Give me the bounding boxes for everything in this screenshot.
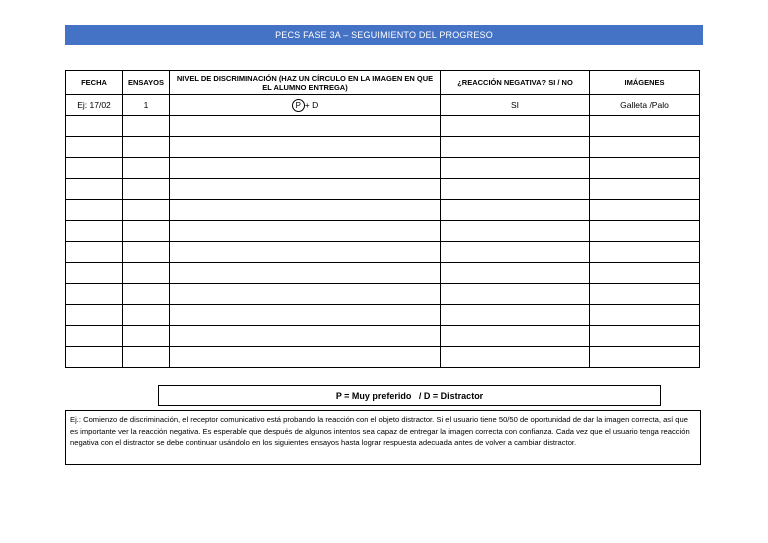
note-text: Ej.: Comienzo de discriminación, el receptor comunicativo está probando la reacción con el objeto distractor. Si el usuario tiene 50/50 de oportunidad de dar la imagen correcta, así que es importante ver la reacción negativa. Es esperable que después de algunos intentos sea capaz de entregar la imagen correcta con confianza. Cada vez que el usuario tenga reacción negativa con el distractor se debe continuar usándolo en los siguientes ensayos hasta lograr respuesta adecuada antes de volver a cambiar distractor.	[70, 415, 690, 448]
example-reaccion-cell: SI	[441, 95, 590, 116]
table-row	[66, 305, 700, 326]
reaccion-cell[interactable]	[441, 158, 590, 179]
fecha-cell[interactable]	[66, 326, 123, 347]
fecha-cell[interactable]	[66, 179, 123, 200]
table-row	[66, 284, 700, 305]
fecha-cell[interactable]	[66, 200, 123, 221]
reaccion-cell[interactable]	[441, 221, 590, 242]
ensayos-cell[interactable]	[123, 137, 170, 158]
reaccion-cell[interactable]	[441, 116, 590, 137]
example-fecha-cell: Ej: 17/02	[66, 95, 123, 116]
reaccion-cell[interactable]	[441, 284, 590, 305]
ensayos-cell[interactable]	[123, 284, 170, 305]
table-row	[66, 242, 700, 263]
imagenes-cell[interactable]	[590, 137, 700, 158]
column-header-nivel: NIVEL DE DISCRIMINACIÓN (HAZ UN CÍRCULO EN LA IMAGEN EN QUE EL ALUMNO ENTREGA)	[170, 71, 441, 95]
ensayos-cell[interactable]	[123, 326, 170, 347]
ensayos-cell[interactable]	[123, 158, 170, 179]
table-row	[66, 158, 700, 179]
ensayos-cell[interactable]	[123, 347, 170, 368]
reaccion-cell[interactable]	[441, 305, 590, 326]
reaccion-cell[interactable]	[441, 242, 590, 263]
nivel-cell[interactable]	[170, 137, 441, 158]
column-header-reaccion: ¿REACCIÓN NEGATIVA? SI / NO	[441, 71, 590, 95]
ensayos-cell[interactable]	[123, 263, 170, 284]
table-row	[66, 179, 700, 200]
nivel-cell[interactable]	[170, 326, 441, 347]
fecha-cell[interactable]	[66, 284, 123, 305]
circled-choice: P	[292, 99, 305, 112]
page-title-banner	[65, 25, 703, 45]
nivel-cell[interactable]	[170, 305, 441, 326]
fecha-cell[interactable]	[66, 347, 123, 368]
column-header-imagenes: IMÁGENES	[590, 71, 700, 95]
table-row	[66, 137, 700, 158]
imagenes-cell[interactable]	[590, 200, 700, 221]
table-row	[66, 347, 700, 368]
ensayos-cell[interactable]	[123, 179, 170, 200]
table-row	[66, 200, 700, 221]
fecha-cell[interactable]	[66, 263, 123, 284]
fecha-cell[interactable]	[66, 137, 123, 158]
legend-box	[158, 385, 661, 406]
imagenes-cell[interactable]	[590, 347, 700, 368]
imagenes-cell[interactable]	[590, 116, 700, 137]
nivel-cell[interactable]	[170, 158, 441, 179]
nivel-cell[interactable]	[170, 179, 441, 200]
example-row	[66, 95, 700, 116]
table-row	[66, 221, 700, 242]
ensayos-cell[interactable]	[123, 305, 170, 326]
page-title: PECS FASE 3A – SEGUIMIENTO DEL PROGRESO	[275, 30, 493, 40]
nivel-cell[interactable]	[170, 221, 441, 242]
reaccion-cell[interactable]	[441, 263, 590, 284]
imagenes-cell[interactable]	[590, 263, 700, 284]
nivel-cell[interactable]	[170, 200, 441, 221]
ensayos-cell[interactable]	[123, 116, 170, 137]
table-row	[66, 263, 700, 284]
fecha-cell[interactable]	[66, 242, 123, 263]
reaccion-cell[interactable]	[441, 326, 590, 347]
fecha-cell[interactable]	[66, 305, 123, 326]
column-header-fecha: FECHA	[66, 71, 123, 95]
legend-text: P = Muy preferido / D = Distractor	[335, 390, 484, 401]
fecha-cell[interactable]	[66, 221, 123, 242]
imagenes-cell[interactable]	[590, 305, 700, 326]
reaccion-cell[interactable]	[441, 137, 590, 158]
nivel-cell[interactable]	[170, 263, 441, 284]
table-row	[66, 116, 700, 137]
ensayos-cell[interactable]	[123, 221, 170, 242]
ensayos-cell[interactable]	[123, 200, 170, 221]
imagenes-cell[interactable]	[590, 242, 700, 263]
imagenes-cell[interactable]	[590, 326, 700, 347]
nivel-cell[interactable]	[170, 242, 441, 263]
column-header-ensayos: ENSAYOS	[123, 71, 170, 95]
imagenes-cell[interactable]	[590, 284, 700, 305]
imagenes-cell[interactable]	[590, 158, 700, 179]
progress-table	[65, 70, 700, 368]
reaccion-cell[interactable]	[441, 347, 590, 368]
imagenes-cell[interactable]	[590, 179, 700, 200]
example-ensayos-cell: 1	[123, 95, 170, 116]
nivel-cell[interactable]	[170, 284, 441, 305]
example-imagenes-cell: Galleta /Palo	[590, 95, 700, 116]
fecha-cell[interactable]	[66, 158, 123, 179]
nivel-cell[interactable]	[170, 116, 441, 137]
note-box	[65, 410, 701, 465]
reaccion-cell[interactable]	[441, 179, 590, 200]
nivel-rest: + D	[304, 99, 319, 110]
fecha-cell[interactable]	[66, 116, 123, 137]
reaccion-cell[interactable]	[441, 200, 590, 221]
table-row	[66, 326, 700, 347]
table-header-row	[66, 71, 700, 95]
ensayos-cell[interactable]	[123, 242, 170, 263]
example-nivel-cell	[170, 95, 441, 116]
nivel-cell[interactable]	[170, 347, 441, 368]
imagenes-cell[interactable]	[590, 221, 700, 242]
